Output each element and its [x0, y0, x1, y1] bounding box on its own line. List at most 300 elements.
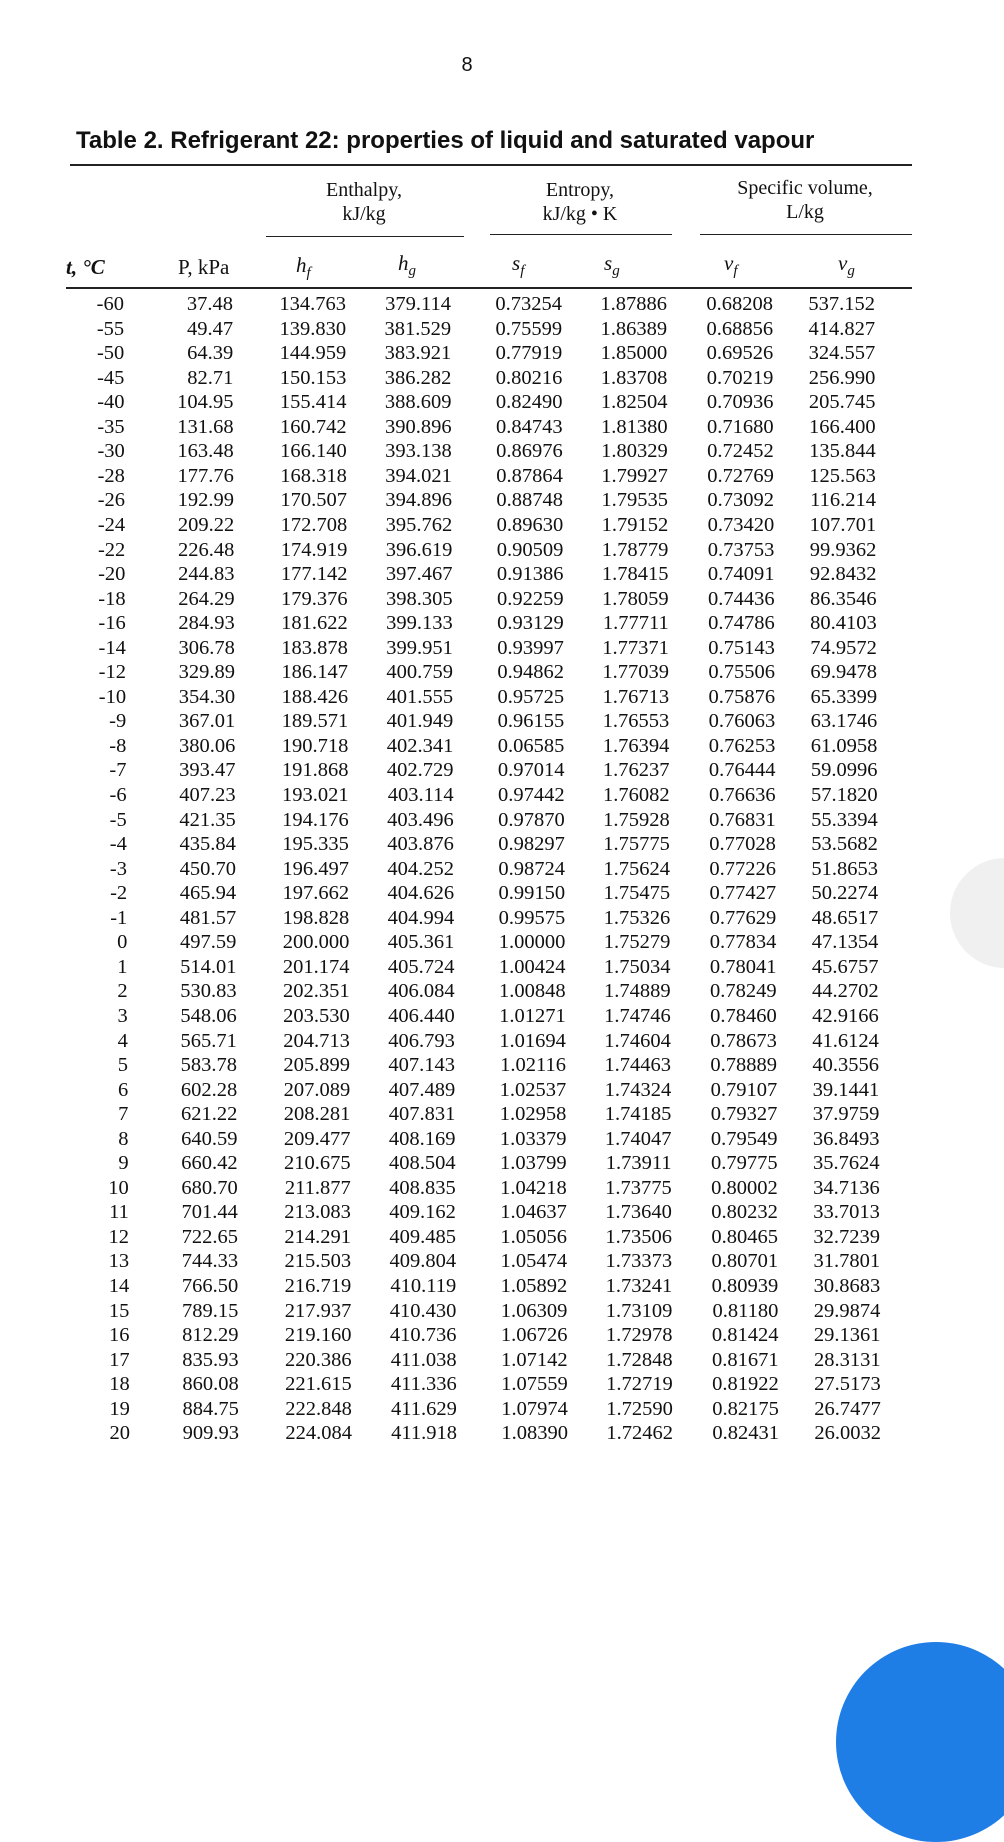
cell-sg: 1.73109 [605, 1299, 673, 1322]
cell-pressure: 37.48 [186, 293, 233, 315]
cell-hf: 188.426 [281, 685, 349, 708]
cell-sg: 1.77039 [602, 661, 669, 684]
cell-sf: 1.06309 [500, 1299, 568, 1322]
cell-pressure: 860.08 [182, 1373, 239, 1396]
cell-temperature: -50 [96, 342, 125, 365]
cell-hg: 409.162 [389, 1201, 456, 1224]
cell-sg: 1.77371 [602, 636, 669, 659]
table-row [0, 341, 1004, 366]
specific-volume-header-line1: Specific volume, [737, 177, 873, 199]
cell-hf: 213.083 [284, 1201, 351, 1224]
cell-vf: 0.78041 [709, 955, 777, 978]
hg-sub: g [408, 263, 416, 280]
cell-sg: 1.72462 [606, 1422, 673, 1445]
cell-hf: 219.160 [284, 1324, 352, 1347]
cell-sf: 1.02537 [499, 1078, 567, 1101]
cell-sf: 0.89630 [496, 513, 564, 536]
cell-hf: 144.959 [279, 342, 347, 365]
cell-hg: 403.114 [387, 784, 454, 806]
cell-sf: 0.77919 [495, 342, 563, 365]
cell-hg: 403.496 [387, 808, 454, 831]
cell-vf: 0.75506 [708, 661, 775, 684]
cell-temperature: -35 [97, 415, 125, 438]
cell-hf: 179.376 [280, 587, 348, 610]
cell-hf: 214.291 [284, 1225, 351, 1248]
cell-sf: 0.75599 [495, 317, 563, 340]
cell-hf: 216.719 [284, 1275, 352, 1297]
cell-hg: 406.084 [388, 980, 455, 1003]
cell-sf: 0.95725 [497, 685, 565, 708]
cell-sg: 1.73373 [605, 1250, 673, 1273]
vg-sub: g [847, 263, 855, 280]
cell-sg: 1.75279 [603, 931, 671, 954]
cell-hg: 407.831 [388, 1103, 456, 1126]
cell-pressure: 583.78 [180, 1054, 238, 1077]
cell-sg: 1.75624 [603, 857, 670, 880]
cell-vf: 0.75143 [708, 636, 775, 659]
cell-temperature: 4 [117, 1029, 128, 1052]
cell-vf: 0.71680 [707, 415, 774, 438]
cell-temperature: 15 [108, 1299, 130, 1322]
cell-vg: 48.6517 [811, 906, 879, 929]
cell-hf: 221.615 [285, 1373, 352, 1396]
cell-pressure: 565.71 [180, 1029, 237, 1052]
cell-hf: 194.176 [282, 808, 349, 831]
cell-sf: 1.07974 [501, 1397, 568, 1420]
table-row [0, 488, 1004, 513]
cell-hf: 202.351 [283, 980, 350, 1003]
cell-hf: 207.089 [283, 1078, 351, 1101]
cell-vf: 0.82175 [712, 1397, 779, 1420]
cell-sf: 1.00848 [499, 980, 566, 1003]
cell-temperature: 1 [117, 955, 128, 978]
cell-sf: 0.93129 [497, 612, 564, 635]
cell-pressure: 514.01 [180, 955, 237, 978]
cell-temperature: -30 [97, 440, 125, 463]
cell-hf: 205.899 [283, 1054, 351, 1077]
cell-vf: 0.75876 [708, 685, 776, 708]
cell-temperature: 8 [118, 1127, 129, 1150]
cell-hf: 183.878 [281, 636, 348, 659]
hf-base: h [296, 253, 307, 277]
cell-sg: 1.86389 [600, 317, 668, 340]
table-row [0, 1078, 1004, 1103]
table-row [0, 881, 1004, 906]
cell-hg: 408.169 [388, 1127, 456, 1150]
cell-pressure: 421.35 [179, 808, 236, 831]
cell-temperature: -16 [98, 612, 126, 635]
cell-hf: 217.937 [284, 1299, 352, 1322]
cell-pressure: 766.50 [181, 1275, 239, 1297]
cell-hg: 402.341 [386, 734, 454, 757]
cell-sg: 1.76553 [602, 710, 670, 733]
cell-hg: 406.793 [388, 1029, 455, 1052]
cell-sf: 0.97014 [497, 759, 565, 782]
cell-vg: 116.214 [810, 489, 877, 512]
cell-vf: 0.79327 [710, 1103, 778, 1126]
cell-pressure: 407.23 [179, 784, 236, 806]
enthalpy-header-line2: kJ/kg [342, 203, 386, 225]
table-row [0, 587, 1004, 612]
cell-vf: 0.78460 [710, 1004, 777, 1027]
cell-temperature: -14 [98, 636, 126, 659]
table-row [0, 734, 1004, 759]
cell-temperature: 18 [109, 1373, 130, 1396]
cell-temperature: -1 [110, 906, 128, 929]
table-row [0, 390, 1004, 415]
table-row [0, 832, 1004, 857]
cell-hg: 410.119 [390, 1275, 457, 1297]
cell-vf: 0.77028 [709, 833, 776, 856]
cell-sf: 0.99575 [498, 906, 566, 929]
cell-temperature: 10 [108, 1176, 129, 1199]
cell-temperature: 14 [108, 1275, 130, 1297]
cell-pressure: 701.44 [181, 1201, 238, 1224]
cell-sf: 0.86976 [496, 440, 563, 463]
cell-sg: 1.81380 [601, 415, 668, 438]
cell-vf: 0.76444 [708, 759, 776, 782]
cell-hf: 209.477 [283, 1127, 351, 1150]
cell-sg: 1.72978 [605, 1324, 673, 1347]
cell-hf: 189.571 [281, 710, 349, 733]
cell-vf: 0.81180 [712, 1299, 779, 1322]
cell-pressure: 435.84 [179, 833, 236, 856]
cell-sg: 1.74889 [604, 980, 671, 1003]
cell-temperature: 13 [108, 1250, 130, 1273]
cell-pressure: 284.93 [178, 612, 235, 635]
cell-sf: 0.97870 [498, 808, 565, 831]
table-row [0, 808, 1004, 833]
cell-vf: 0.78673 [710, 1029, 777, 1052]
table-row [0, 513, 1004, 538]
cell-sf: 0.98724 [498, 857, 565, 880]
cell-pressure: 660.42 [181, 1152, 238, 1175]
cell-hf: 186.147 [281, 661, 348, 684]
cell-hg: 379.114 [385, 293, 451, 315]
cell-vf: 0.78889 [710, 1054, 778, 1077]
cell-hg: 398.305 [385, 587, 453, 610]
cell-temperature: -24 [97, 513, 126, 536]
cell-hf: 222.848 [285, 1397, 352, 1420]
cell-sf: 1.03379 [499, 1127, 567, 1150]
cell-hg: 405.361 [387, 931, 455, 954]
cell-sg: 1.75034 [603, 955, 671, 978]
cell-pressure: 744.33 [181, 1250, 239, 1273]
cell-vf: 0.80232 [711, 1201, 778, 1224]
cell-vg: 42.9166 [812, 1004, 879, 1027]
cell-sg: 1.73911 [605, 1152, 672, 1175]
table-row [0, 1249, 1004, 1274]
cell-hf: 215.503 [284, 1250, 352, 1273]
cell-hf: 200.000 [282, 931, 350, 954]
enthalpy-header-line1: Enthalpy, [326, 179, 402, 201]
cell-hf: 174.919 [280, 538, 348, 561]
cell-vf: 0.77629 [709, 906, 777, 929]
cell-temperature: -45 [97, 366, 125, 389]
cell-hg: 411.918 [391, 1422, 457, 1445]
cell-hf: 208.281 [283, 1103, 351, 1126]
cell-hf: 220.386 [284, 1348, 352, 1371]
cell-hf: 170.507 [280, 489, 348, 512]
cell-temperature: -2 [110, 882, 128, 905]
table-row [0, 660, 1004, 685]
cell-pressure: 177.76 [177, 464, 234, 487]
cell-hg: 399.951 [386, 636, 453, 659]
cell-hg: 404.626 [387, 882, 455, 905]
cell-temperature: -20 [98, 563, 126, 586]
cell-hg: 407.489 [388, 1078, 456, 1101]
cell-pressure: 367.01 [178, 710, 236, 733]
cell-hg: 407.143 [388, 1054, 456, 1077]
cell-sf: 1.00000 [498, 931, 566, 954]
table-row [0, 1397, 1004, 1422]
cell-temperature: -5 [109, 808, 127, 831]
cell-vg: 26.0032 [814, 1422, 881, 1445]
cell-temperature: 20 [109, 1422, 130, 1445]
cell-hg: 408.835 [389, 1176, 456, 1199]
cell-vf: 0.74786 [708, 612, 775, 635]
cell-hf: 201.174 [282, 955, 350, 978]
cell-hf: 168.318 [280, 464, 347, 487]
cell-pressure: 244.83 [178, 563, 235, 586]
cell-vg: 32.7239 [813, 1225, 880, 1248]
cell-hg: 394.021 [385, 464, 452, 487]
cell-temperature: 2 [117, 980, 128, 1003]
sf-sub: f [520, 263, 525, 280]
cell-temperature: -60 [96, 293, 124, 315]
cell-hg: 411.629 [391, 1397, 457, 1420]
cell-pressure: 722.65 [181, 1225, 238, 1248]
page-number: 8 [461, 54, 473, 76]
cell-vg: 86.3546 [809, 587, 877, 610]
cell-temperature: -8 [109, 734, 127, 757]
cell-sf: 0.97442 [497, 784, 565, 806]
cell-pressure: 354.30 [178, 685, 236, 708]
cell-vg: 61.0958 [810, 734, 878, 757]
cell-pressure: 49.47 [187, 317, 234, 340]
table-row [0, 366, 1004, 391]
cell-hg: 383.921 [384, 342, 452, 365]
cell-vf: 0.78249 [710, 980, 777, 1003]
cell-pressure: 497.59 [180, 931, 237, 954]
cell-sf: 0.90509 [496, 538, 564, 561]
cell-sf: 0.94862 [497, 661, 564, 684]
cell-vg: 55.3394 [811, 808, 878, 831]
cell-hg: 402.729 [386, 759, 454, 782]
cell-hg: 401.949 [386, 710, 454, 733]
cell-pressure: 909.93 [182, 1422, 239, 1445]
cell-vg: 30.8683 [813, 1275, 881, 1297]
vf-sub: f [733, 263, 738, 280]
hf-sub: f [306, 265, 311, 282]
cell-sf: 0.99150 [498, 882, 566, 905]
cell-vg: 35.7624 [812, 1152, 880, 1175]
cell-sf: 1.07559 [501, 1373, 568, 1396]
cell-vg: 27.5173 [814, 1373, 881, 1396]
cell-pressure: 393.47 [179, 759, 236, 782]
cell-vg: 29.9874 [813, 1299, 881, 1322]
cell-vg: 41.6124 [812, 1029, 879, 1052]
cell-temperature: -40 [97, 391, 125, 414]
cell-vg: 59.0996 [810, 759, 878, 782]
cell-vf: 0.80002 [711, 1176, 778, 1199]
cell-sf: 1.07142 [500, 1348, 568, 1371]
cell-hg: 408.504 [388, 1152, 456, 1175]
cell-sf: 1.02958 [499, 1103, 567, 1126]
cell-sf: 0.06585 [497, 734, 565, 757]
sg-sub: g [612, 263, 620, 280]
cell-hg: 390.896 [385, 415, 452, 438]
cell-pressure: 104.95 [177, 391, 234, 414]
table-row [0, 1127, 1004, 1152]
cell-sf: 1.02116 [500, 1054, 567, 1077]
cell-vg: 324.557 [808, 342, 876, 365]
cell-sg: 1.76082 [602, 784, 670, 806]
cell-sg: 1.80329 [601, 440, 668, 463]
cell-sg: 1.73775 [605, 1176, 672, 1199]
table-row [0, 292, 1004, 317]
cell-hg: 404.994 [387, 906, 455, 929]
cell-sf: 0.98297 [498, 833, 565, 856]
cell-sg: 1.85000 [600, 342, 668, 365]
entropy-header-line1: Entropy, [545, 179, 615, 201]
table-row [0, 636, 1004, 661]
cell-sf: 1.01271 [499, 1004, 566, 1027]
cell-hf: 196.497 [282, 857, 349, 880]
cell-vg: 50.2274 [811, 882, 879, 905]
cell-temperature: 16 [108, 1324, 130, 1347]
cell-vf: 0.81671 [711, 1348, 779, 1371]
cell-pressure: 789.15 [181, 1299, 239, 1322]
cell-pressure: 329.89 [178, 661, 235, 684]
cell-vf: 0.76831 [709, 808, 776, 831]
cell-sf: 1.06726 [500, 1324, 568, 1347]
table-row [0, 857, 1004, 882]
cell-hf: 204.713 [283, 1029, 350, 1052]
cell-pressure: 82.71 [187, 366, 234, 389]
cell-sg: 1.75475 [603, 882, 671, 905]
vf-base: v [724, 251, 734, 275]
cell-temperature: 6 [117, 1078, 129, 1101]
cell-vf: 0.76063 [708, 710, 776, 733]
cell-vg: 205.745 [808, 391, 876, 414]
cell-temperature: -7 [109, 759, 127, 782]
table-row [0, 1200, 1004, 1225]
table-row [0, 439, 1004, 464]
cell-hg: 396.619 [385, 538, 453, 561]
cell-pressure: 209.22 [177, 513, 235, 536]
cell-vg: 107.701 [809, 513, 877, 536]
table-row [0, 1225, 1004, 1250]
cell-hf: 155.414 [279, 391, 347, 414]
cell-sg: 1.76713 [602, 685, 670, 708]
entropy-header-line2: kJ/kg • K [542, 203, 618, 225]
col-header-pressure: P, kPa [178, 255, 230, 279]
cell-hg: 403.876 [387, 833, 454, 856]
cell-sf: 1.03799 [499, 1152, 567, 1175]
cell-sg: 1.87886 [600, 293, 667, 315]
cell-hg: 400.759 [386, 661, 453, 684]
table-row [0, 562, 1004, 587]
cell-sf: 1.04637 [500, 1201, 567, 1224]
cell-sg: 1.78415 [601, 563, 669, 586]
cell-hf: 177.142 [280, 563, 348, 586]
table-row [0, 1102, 1004, 1127]
cell-hg: 404.252 [387, 857, 454, 880]
cell-vf: 0.68856 [706, 317, 774, 340]
cell-temperature: -10 [98, 685, 127, 708]
cell-vf: 0.76636 [708, 784, 776, 806]
table-title: Table 2. Refrigerant 22: properties of liquid and saturated vapour [76, 127, 815, 154]
table-row [0, 464, 1004, 489]
cell-vg: 125.563 [809, 464, 876, 487]
cell-vf: 0.82431 [712, 1422, 779, 1445]
cell-vg: 69.9478 [810, 661, 877, 684]
cell-vg: 28.3131 [813, 1348, 881, 1371]
cell-pressure: 264.29 [178, 587, 235, 610]
cell-sg: 1.75775 [603, 833, 670, 856]
cell-vg: 53.5682 [811, 833, 878, 856]
cell-hf: 191.868 [281, 759, 349, 782]
cell-hf: 195.335 [282, 833, 349, 856]
cell-hf: 210.675 [283, 1152, 351, 1175]
cell-vf: 0.70936 [706, 391, 774, 414]
cell-temperature: 0 [117, 931, 128, 954]
cell-vf: 0.79549 [710, 1127, 778, 1150]
cell-vg: 537.152 [808, 293, 875, 315]
cell-pressure: 812.29 [182, 1324, 239, 1347]
cell-hg: 411.038 [390, 1348, 457, 1371]
cell-sg: 1.73506 [605, 1225, 672, 1248]
cell-vf: 0.73420 [707, 513, 775, 536]
cell-hg: 409.804 [389, 1250, 457, 1273]
cell-pressure: 306.78 [178, 636, 235, 659]
cell-pressure: 621.22 [180, 1103, 238, 1126]
cell-sg: 1.79535 [601, 489, 669, 512]
cell-hf: 150.153 [279, 366, 347, 389]
cell-vf: 0.74091 [707, 563, 775, 586]
cell-sg: 1.74746 [604, 1004, 671, 1027]
cell-hf: 193.021 [281, 784, 349, 806]
cell-vf: 0.74436 [707, 587, 775, 610]
cell-hg: 395.762 [385, 513, 453, 536]
cell-vg: 40.3556 [812, 1054, 880, 1077]
cell-sf: 1.00424 [498, 955, 566, 978]
cell-sg: 1.75928 [603, 808, 670, 831]
cell-pressure: 226.48 [177, 538, 235, 561]
cell-temperature: -26 [97, 489, 126, 512]
cell-pressure: 192.99 [177, 489, 235, 512]
sf-base: s [512, 251, 521, 275]
cell-vg: 33.7013 [813, 1201, 880, 1224]
cell-pressure: 680.70 [181, 1176, 238, 1199]
cell-sg: 1.73241 [605, 1275, 673, 1297]
table-row [0, 1176, 1004, 1201]
table-row [0, 1348, 1004, 1373]
cell-vg: 135.844 [809, 440, 876, 463]
cell-hg: 406.440 [388, 1004, 455, 1027]
cell-vg: 74.9572 [810, 636, 877, 659]
cell-sg: 1.72719 [606, 1373, 673, 1396]
cell-vg: 36.8493 [812, 1127, 880, 1150]
specific-volume-header-line2: L/kg [786, 201, 824, 223]
cell-vg: 39.1441 [812, 1078, 880, 1101]
cell-vg: 47.1354 [811, 931, 879, 954]
cell-pressure: 481.57 [179, 906, 237, 929]
cell-hg: 409.485 [389, 1225, 456, 1248]
cell-temperature: -4 [109, 833, 127, 856]
cell-sg: 1.82504 [600, 391, 668, 414]
